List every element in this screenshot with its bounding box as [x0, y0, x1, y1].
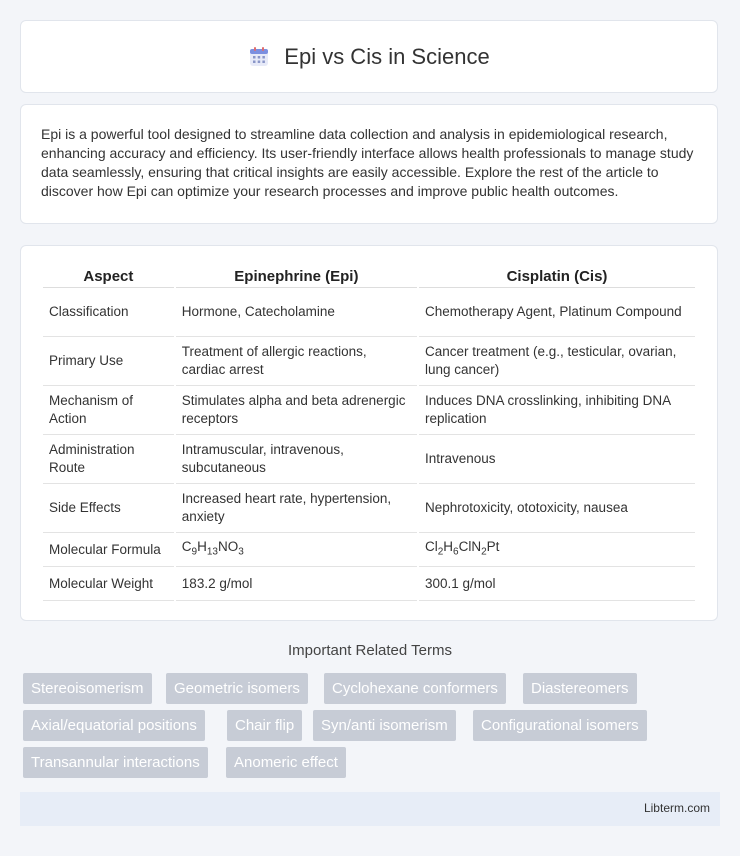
table-row: [43, 386, 695, 435]
table-row: [43, 484, 695, 533]
footer-site-link[interactable]: Libterm.com: [643, 801, 710, 815]
formula-cell: $Cl_2H_6ClN_2Pt$: [419, 533, 695, 567]
table-cell: Administration Route: [43, 435, 174, 484]
intro-text: Epi is a powerful tool designed to streamline data collection and analysis in epidemiological research, enhancing accuracy and efficiency. Its user-friendly interface allows health professionals to manage study data seamlessly, ensuring that critical insights are easily accessible. Explore the rest of the article to discover how Epi can optimize your research processes and improve public health outcomes.: [41, 126, 694, 199]
term-tag[interactable]: Axial/equatorial positions: [23, 710, 205, 741]
table-cell: Intramuscular, intravenous, subcutaneous: [176, 435, 417, 484]
table-row: [43, 288, 695, 337]
table-cell: Classification: [43, 288, 174, 337]
term-tag[interactable]: Stereoisomerism: [23, 673, 152, 704]
table-row: [43, 337, 695, 386]
table-cell: Molecular Formula: [43, 533, 174, 567]
term-tag[interactable]: Diastereomers: [523, 673, 637, 704]
table-row: [43, 533, 695, 567]
table-header-row: [43, 264, 695, 288]
term-tag[interactable]: Configurational isomers: [473, 710, 647, 741]
comparison-table: [41, 264, 697, 601]
page-title: Epi vs Cis in Science: [284, 43, 490, 69]
table-cell: 300.1 g/mol: [419, 567, 695, 601]
table-row: [43, 435, 695, 484]
table-cell: Side Effects: [43, 484, 174, 533]
intro-card: [20, 104, 718, 224]
column-header: Aspect: [43, 264, 174, 288]
table-cell: Mechanism of Action: [43, 386, 174, 435]
table-cell: Treatment of allergic reactions, cardiac arrest: [176, 337, 417, 386]
table-cell: Molecular Weight: [43, 567, 174, 601]
table-cell: Nephrotoxicity, ototoxicity, nausea: [419, 484, 695, 533]
term-tag[interactable]: Chair flip: [227, 710, 302, 741]
column-header: Cisplatin (Cis): [419, 264, 695, 288]
table-cell: Primary Use: [43, 337, 174, 386]
header-card: [20, 20, 718, 93]
table-cell: Intravenous: [419, 435, 695, 484]
term-tag[interactable]: Transannular interactions: [23, 747, 208, 778]
table-cell: Hormone, Catecholamine: [176, 288, 417, 337]
comparison-table-card: [20, 245, 718, 621]
calendar-icon: [248, 46, 270, 68]
term-tag[interactable]: Anomeric effect: [226, 747, 346, 778]
table-cell: Increased heart rate, hypertension, anxiety: [176, 484, 417, 533]
term-tag[interactable]: Cyclohexane conformers: [324, 673, 506, 704]
table-cell: Induces DNA crosslinking, inhibiting DNA replication: [419, 386, 695, 435]
table-cell: Chemotherapy Agent, Platinum Compound: [419, 288, 695, 337]
term-tag[interactable]: Geometric isomers: [166, 673, 308, 704]
column-header: Epinephrine (Epi): [176, 264, 417, 288]
table-cell: Cancer treatment (e.g., testicular, ovarian, lung cancer): [419, 337, 695, 386]
footer: [20, 792, 720, 826]
term-tag[interactable]: Syn/anti isomerism: [313, 710, 456, 741]
table-cell: Stimulates alpha and beta adrenergic receptors: [176, 386, 417, 435]
formula-cell: $C_9H_{13}NO_3$: [176, 533, 417, 567]
related-terms-title: Important Related Terms: [288, 642, 452, 659]
table-cell: 183.2 g/mol: [176, 567, 417, 601]
table-row: [43, 567, 695, 601]
